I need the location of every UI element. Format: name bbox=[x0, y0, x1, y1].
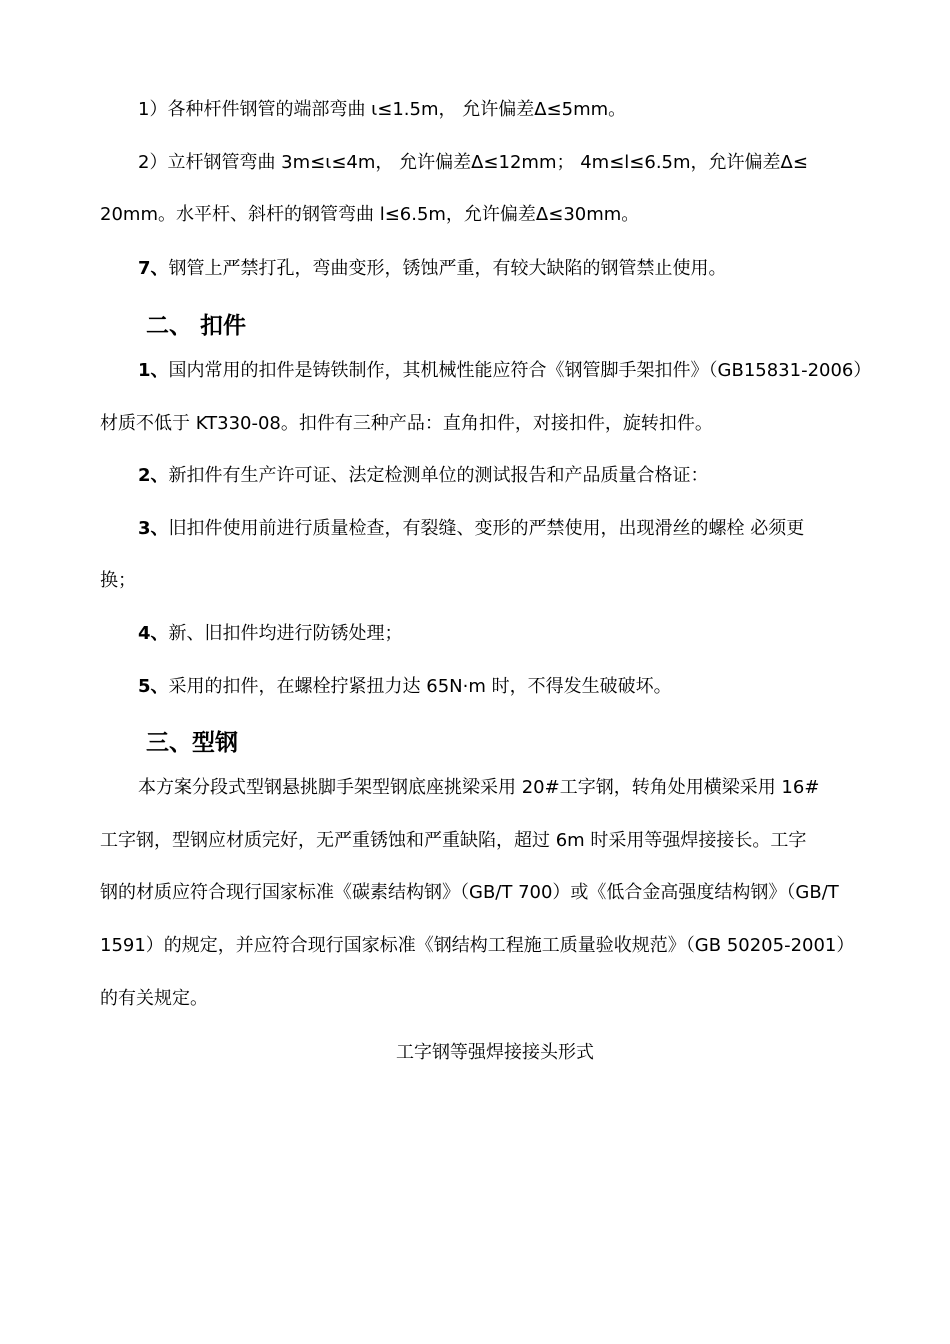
fastener-p2-text: 新扣件有生产许可证、法定检测单位的测试报告和产品质量合格证： bbox=[168, 465, 709, 486]
item-7-text: 钢管上严禁打孔，弯曲变形，锈蚀严重，有较大缺陷的钢管禁止使用。 bbox=[168, 258, 727, 279]
figure-caption: 工字钢等强焊接接头形式 bbox=[396, 1042, 594, 1063]
section-heading-steel-sections: 三、型钢 bbox=[146, 730, 238, 756]
fastener-p1-line2: 材质不低于 KT330-08。扣件有三种产品：直角扣件，对接扣件，旋转扣件。 bbox=[100, 413, 713, 434]
fastener-p4 bbox=[138, 621, 403, 647]
section-heading-fasteners: 二、 扣件 bbox=[146, 313, 247, 339]
fastener-p2 bbox=[138, 463, 709, 489]
item-7-paragraph bbox=[138, 256, 727, 282]
fastener-p1-number: 1、 bbox=[138, 360, 169, 381]
item-1-bend-tolerance: 1）各种杆件钢管的端部弯曲 ι≤1.5m， 允许偏差Δ≤5mm。 bbox=[138, 99, 627, 120]
steel-p-line3: 钢的材质应符合现行国家标准《碳素结构钢》（GB/T 700）或《低合金高强度结构钢》（GB/T bbox=[100, 882, 839, 903]
fastener-p2-number: 2、 bbox=[138, 465, 169, 486]
fastener-p5-text: 采用的扣件，在螺栓拧紧扭力达 65N·m 时，不得发生破破坏。 bbox=[168, 676, 672, 697]
fastener-p3-number: 3、 bbox=[138, 518, 169, 539]
fastener-p3-line2: 换； bbox=[100, 570, 136, 591]
steel-p-line5: 的有关规定。 bbox=[100, 988, 208, 1009]
fastener-p3-line1 bbox=[138, 516, 804, 542]
steel-p-line1: 本方案分段式型钢悬挑脚手架型钢底座挑梁采用 20#工字钢，转角处用横梁采用 16# bbox=[138, 777, 820, 798]
fastener-p4-number: 4、 bbox=[138, 623, 169, 644]
fastener-p1-line1 bbox=[138, 358, 871, 384]
fastener-p1-text: 国内常用的扣件是铸铁制作，其机械性能应符合《钢管脚手架扣件》（GB15831-2006） bbox=[168, 360, 872, 381]
item-2-line2: 20mm。水平杆、斜杆的钢管弯曲 l≤6.5m，允许偏差Δ≤30mm。 bbox=[100, 204, 640, 225]
fastener-p3-text: 旧扣件使用前进行质量检查，有裂缝、变形的严禁使用，出现滑丝的螺栓 必须更 bbox=[168, 518, 805, 539]
item-2-line1: 2）立杆钢管弯曲 3m≤ι≤4m， 允许偏差Δ≤12mm； 4m≤l≤6.5m，允许偏差Δ≤ bbox=[138, 152, 808, 173]
fastener-p5 bbox=[138, 674, 672, 700]
steel-p-line4: 1591）的规定，并应符合现行国家标准《钢结构工程施工质量验收规范》（GB 50205-2001） bbox=[100, 935, 855, 956]
fastener-p4-text: 新、旧扣件均进行防锈处理； bbox=[168, 623, 403, 644]
steel-p-line2: 工字钢，型钢应材质完好，无严重锈蚀和严重缺陷，超过 6m 时采用等强焊接接长。工字 bbox=[100, 830, 807, 851]
fastener-p5-number: 5、 bbox=[138, 676, 169, 697]
item-7-number: 7、 bbox=[138, 258, 169, 279]
